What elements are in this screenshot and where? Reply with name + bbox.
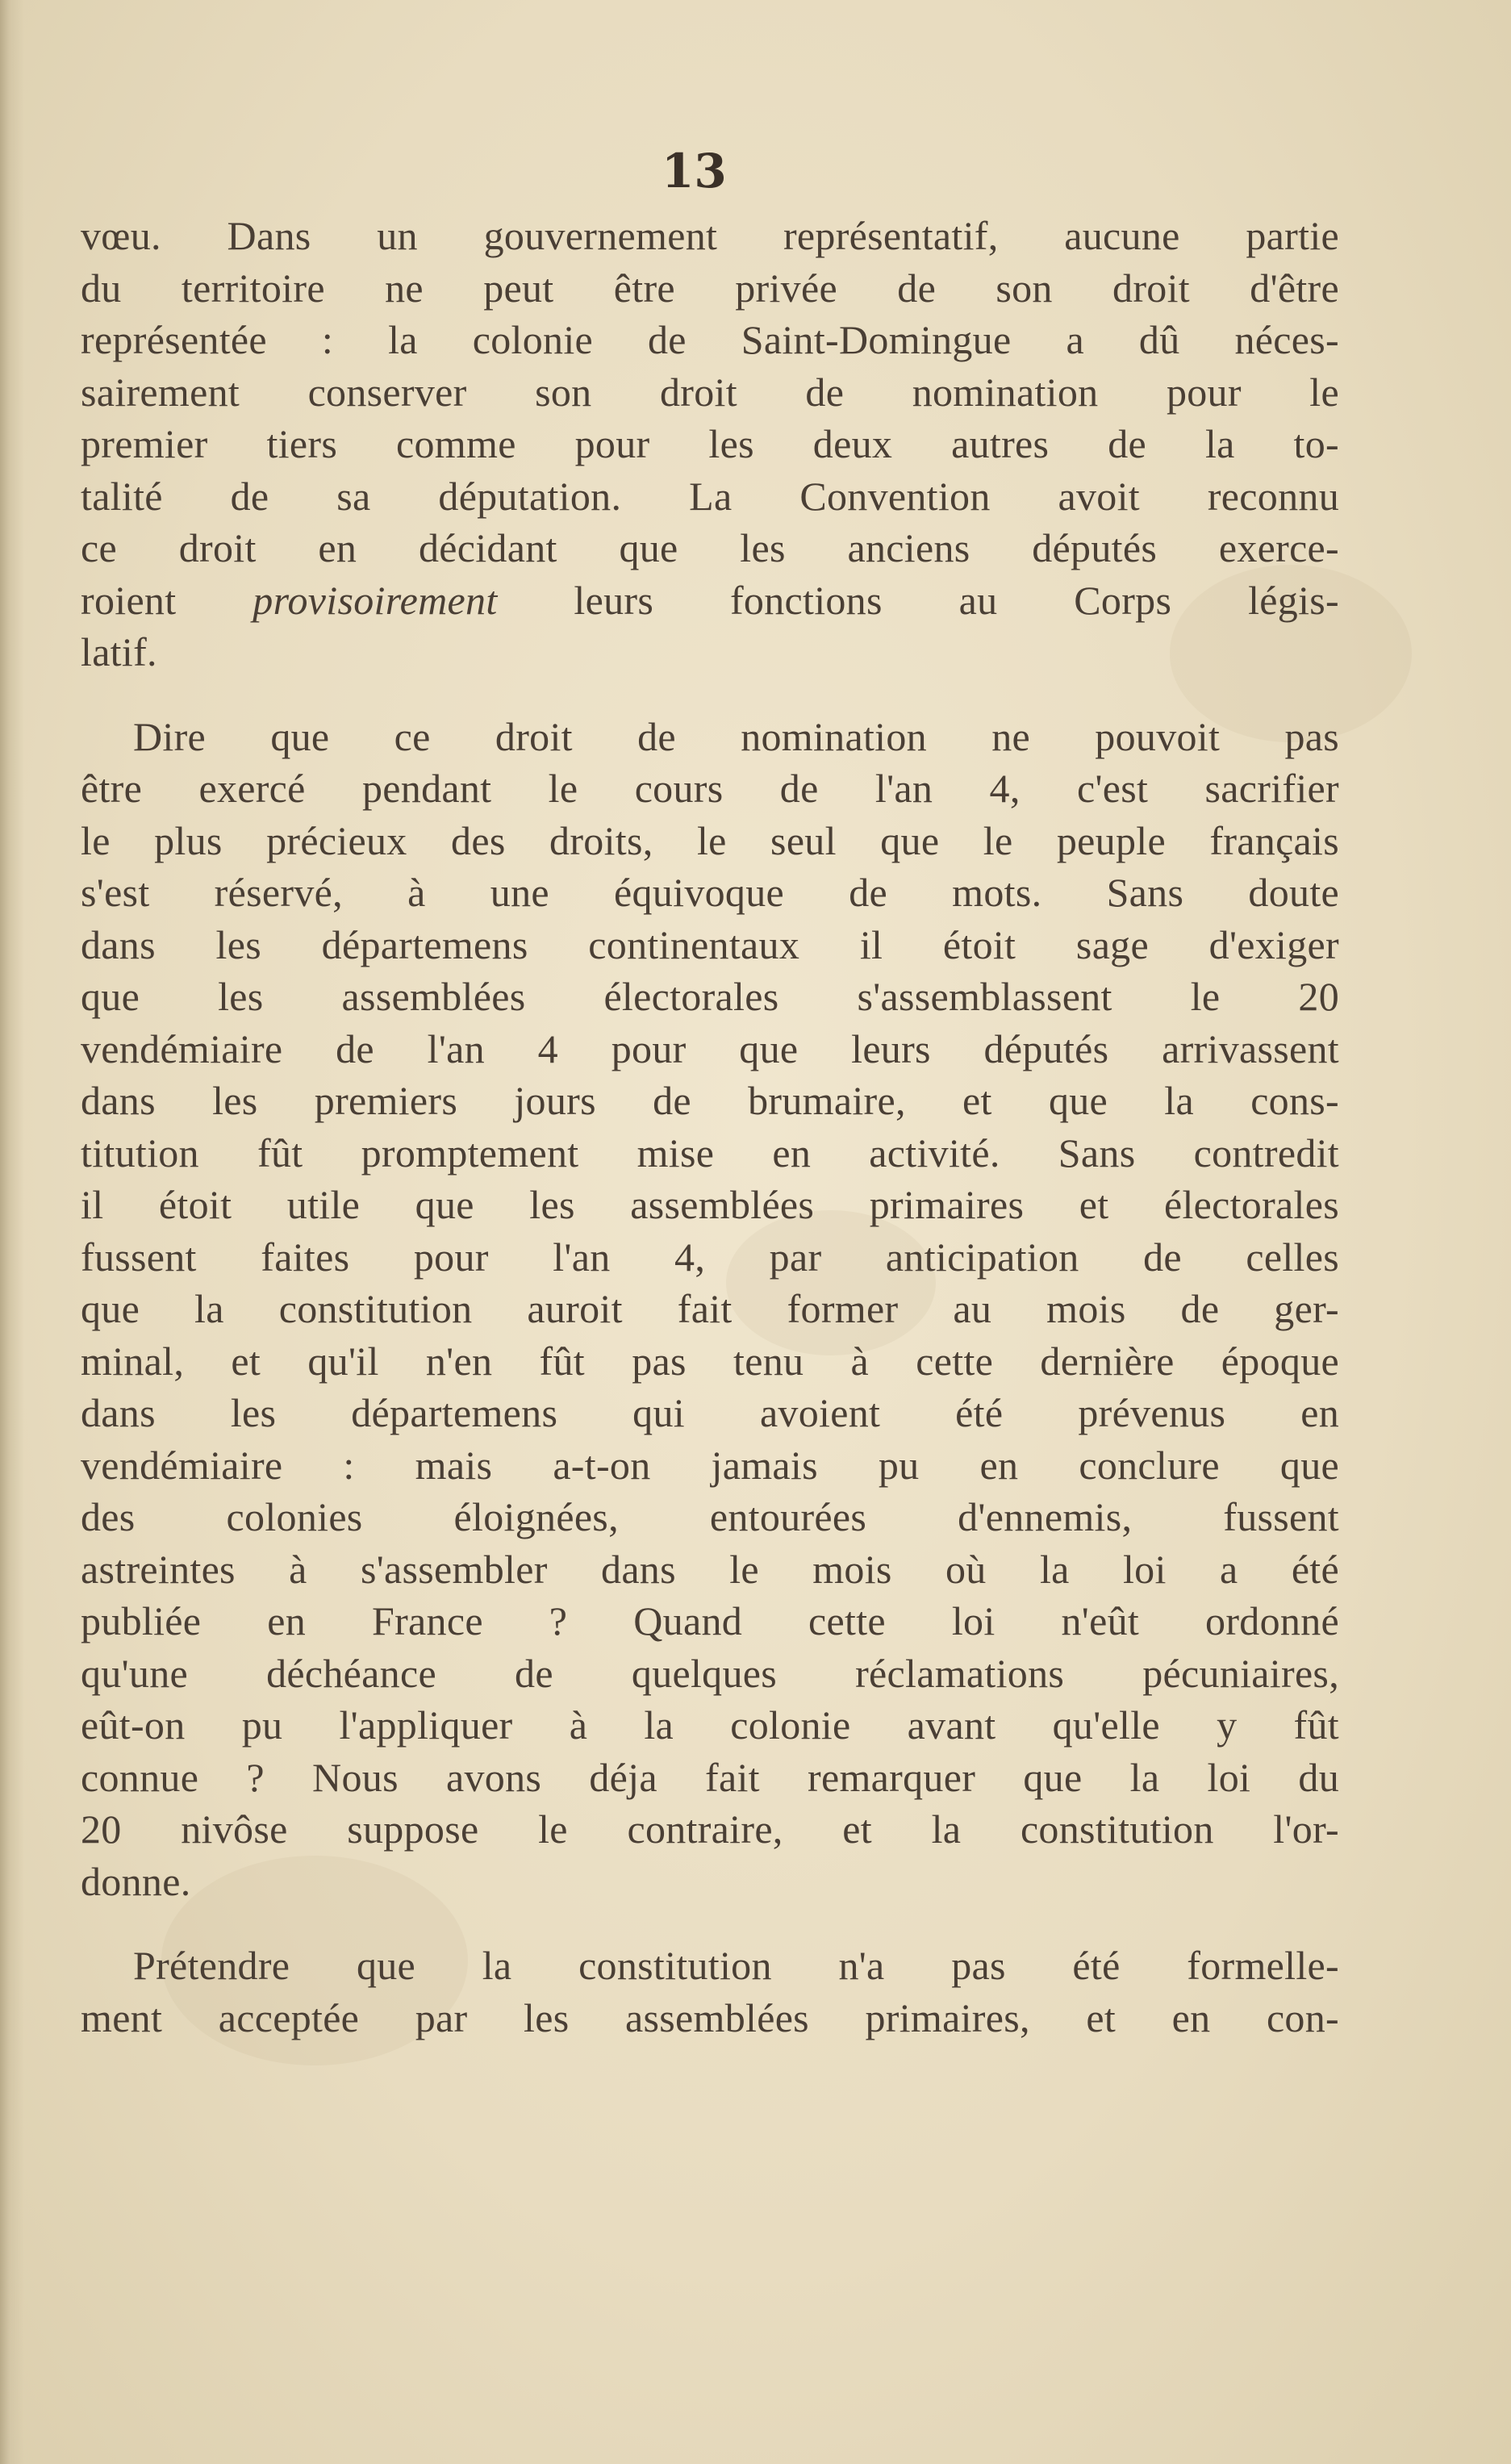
text-line: être exercé pendant le cours de l'an 4, c'est sacrifier [81,766,1339,811]
text-line: titution fût promptement mise en activité. Sans contredit [81,1130,1339,1176]
text-line: premier tiers comme pour les deux autres de la to- [81,421,1339,466]
text-line: vœu. Dans un gouvernement représentatif, aucune partie [81,213,1339,258]
text-line: eût-on pu l'appliquer à la colonie avant qu'elle y fût [81,1702,1339,1748]
page-number: 13 [662,144,727,198]
text-line: astreintes à s'assembler dans le mois où la loi a été [81,1546,1339,1592]
text-line: Dire que ce droit de nomination ne pouvoit pas [133,713,1339,759]
text-line: qu'une déchéance de quelques réclamations pécuniaires, [81,1650,1339,1696]
text-line: que les assemblées électorales s'assemblassent le 20 [81,974,1339,1019]
text-line: connue ? Nous avons déja fait remarquer que la loi du [81,1754,1339,1800]
body-text [81,210,1339,2044]
text-line: latif. [81,629,157,674]
page-spine-shadow [0,0,24,2464]
text-line: dans les départemens continentaux il étoit sage d'exiger [81,921,1339,967]
text-line: sairement conserver son droit de nomination pour le [81,369,1339,415]
italic-text-segment: provisoirement [253,577,498,623]
text-line: des colonies éloignées, entourées d'ennemis, fussent [81,1494,1339,1539]
text-line: s'est réservé, à une équivoque de mots. Sans doute [81,870,1339,915]
text-line: vendémiaire : mais a-t-on jamais pu en conclure que [81,1442,1339,1488]
text-line: Prétendre que la constitution n'a pas été formelle- [133,1943,1339,1988]
text-line: donne. [81,1858,191,1904]
text-segment: leurs fonctions au Corps légis- [497,577,1339,623]
paragraph-gap [81,679,1339,711]
text-line: dans les premiers jours de brumaire, et que la cons- [81,1078,1339,1123]
text-line: 20 nivôse suppose le contraire, et la constitution l'or- [81,1806,1339,1852]
text-line: représentée : la colonie de Saint-Domingue a dû néces- [81,317,1339,362]
text-line: ment acceptée par les assemblées primaires, et en con- [81,1994,1339,2040]
text-line: que la constitution auroit fait former au mois de ger- [81,1286,1339,1331]
text-line: minal, et qu'il n'en fût pas tenu à cette dernière époque [81,1338,1339,1384]
text-segment: roient [81,577,253,623]
text-line: talité de sa députation. La Convention avoit reconnu [81,473,1339,519]
text-line: dans les départemens qui avoient été prévenus en [81,1390,1339,1435]
text-line: fussent faites pour l'an 4, par anticipation de celles [81,1234,1339,1280]
text-line: il étoit utile que les assemblées primaires et électorales [81,1182,1339,1227]
paragraph-gap [81,1907,1339,1940]
text-line: le plus précieux des droits, le seul que le peuple français [81,817,1339,863]
text-line-with-italic [81,574,1339,627]
text-line: vendémiaire de l'an 4 pour que leurs députés arrivassent [81,1025,1339,1071]
text-line: ce droit en décidant que les anciens députés exerce- [81,525,1339,570]
text-line: publiée en France ? Quand cette loi n'eût ordonné [81,1598,1339,1643]
text-line: du territoire ne peut être privée de son droit d'être [81,265,1339,311]
